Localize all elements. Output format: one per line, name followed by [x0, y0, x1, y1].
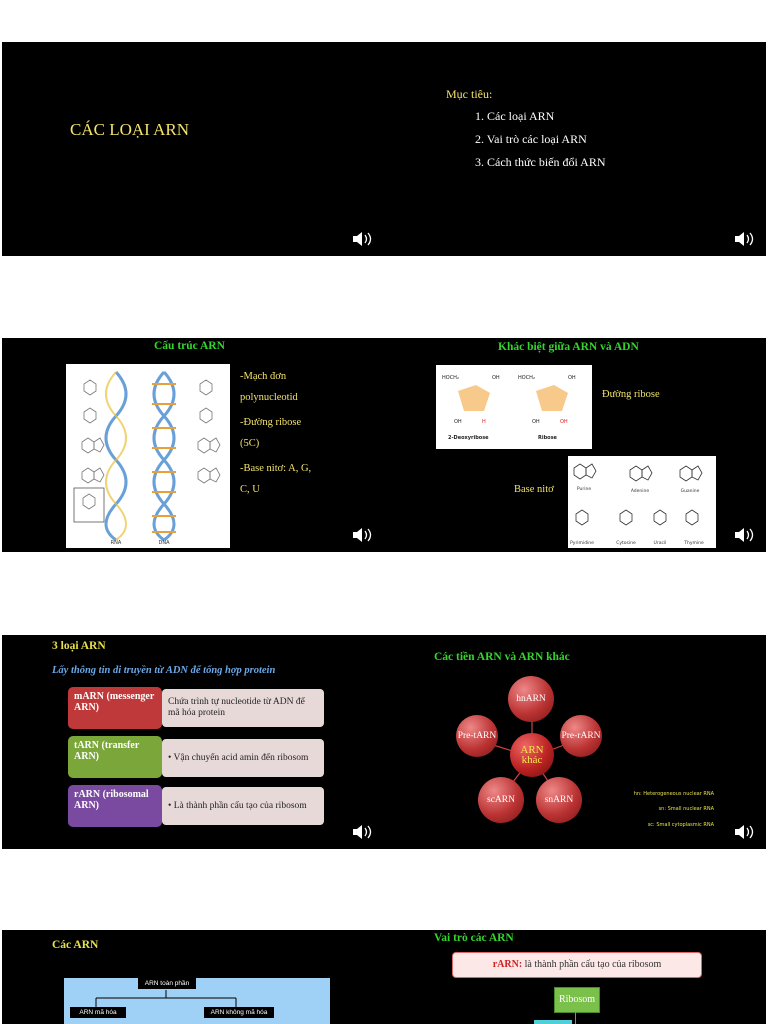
speaker-icon[interactable] [352, 230, 374, 248]
svg-text:OH: OH [560, 419, 568, 425]
tree-node: ARN mã hóa [70, 1007, 126, 1018]
connector-line [575, 1012, 576, 1024]
base-name: Guanine [680, 489, 700, 494]
bullet-text: -Base nitơ: A, G, C, U [240, 463, 312, 495]
slide-title: Vai trò các ARN [434, 932, 514, 944]
base-name: Adenine [630, 489, 650, 494]
speaker-icon[interactable] [734, 823, 756, 841]
banner-text: là thành phần cấu tạo của ribosom [522, 959, 662, 970]
bullet-text: -Mạch đơn polynucleotid [240, 371, 298, 403]
bullet-text: -Đường ribose (5C) [240, 417, 302, 449]
rna-node-pre-rarn: Pre-rARN [560, 715, 602, 757]
rna-dna-structure-figure [66, 364, 230, 548]
slide-7[interactable] [2, 930, 384, 1024]
rna-node-scarn: scARN [478, 777, 524, 823]
rna-type-tag: tARN (transfer ARN) [68, 736, 162, 778]
slide-title: 3 loại ARN [52, 640, 106, 652]
slide-8[interactable] [384, 930, 766, 1024]
nitrogen-bases-figure [568, 456, 716, 548]
svg-text:OH: OH [568, 375, 576, 381]
svg-text:HOCH₂: HOCH₂ [518, 375, 535, 381]
slide-6[interactable] [384, 635, 766, 849]
sugar-structures-figure [436, 365, 592, 449]
slide-2[interactable] [384, 42, 766, 256]
slide-3[interactable] [2, 338, 384, 552]
slide-1[interactable] [2, 42, 384, 256]
slide-5[interactable] [2, 635, 384, 849]
rna-type-description: Chứa trình tự nucleotide từ ADN để mã hóa protein [162, 689, 324, 727]
tree-root: ARN toàn phần [138, 978, 196, 989]
dna-label: DNA [158, 540, 170, 546]
rna-node-pre-tarn: Pre-tARN [456, 715, 498, 757]
rna-type-description: • Là thành phần cấu tạo của ribosom [162, 787, 324, 825]
abbreviation-note: hn: Heterogeneous nuclear RNA [633, 791, 714, 797]
slide-title: Các tiền ARN và ARN khác [434, 651, 570, 663]
sugar-name: 2-Deoxyribose [448, 435, 489, 441]
objective-item: 2. Vai trò các loại ARN [475, 132, 587, 146]
sugar-name: Ribose [538, 435, 557, 441]
base-name: Purine [576, 487, 592, 492]
slide-title: Các ARN [52, 939, 99, 951]
rna-type-tag: rARN (ribosomal ARN) [68, 785, 162, 827]
ribosom-node: Ribosom [554, 987, 600, 1013]
svg-text:HOCH₂: HOCH₂ [442, 375, 459, 381]
rna-center-node: ARN khác [510, 733, 554, 777]
rna-type-tag: mARN (messenger ARN) [68, 687, 162, 729]
svg-text:OH: OH [532, 419, 540, 425]
svg-text:H: H [482, 419, 486, 425]
rna-node-snarn: snARN [536, 777, 582, 823]
speaker-icon[interactable] [352, 526, 374, 544]
speaker-icon[interactable] [734, 230, 756, 248]
rna-node-hnarn: hnARN [508, 676, 554, 722]
objectives-heading: Mục tiêu: [446, 87, 493, 101]
svg-text:OH: OH [454, 419, 462, 425]
role-banner [452, 952, 702, 978]
rna-label: RNA [110, 540, 122, 546]
rna-classification-panel [64, 978, 330, 1024]
base-label: Base nitơ [514, 484, 554, 495]
base-name: Uracil [653, 541, 667, 546]
base-name: Cytosine [616, 541, 636, 546]
speaker-icon[interactable] [734, 526, 756, 544]
base-name: Thymine [684, 541, 704, 546]
objective-item: 1. Các loại ARN [475, 109, 555, 123]
abbreviation-note: sc: Small cytoplasmic RNA [647, 822, 714, 828]
slide-title: Khác biệt giữa ARN và ADN [498, 341, 639, 353]
slide-title: Cấu trúc ARN [154, 340, 225, 352]
slide-subtitle: Lấy thông tin di truyền từ ADN để tổng hợp protein [52, 665, 276, 676]
svg-text:OH: OH [492, 375, 500, 381]
base-name: Pyrimidine [570, 541, 594, 546]
speaker-icon[interactable] [352, 823, 374, 841]
rna-type-description: • Vận chuyển acid amin đến ribosom [162, 739, 324, 777]
abbreviation-note: sn: Small nuclear RNA [658, 806, 714, 812]
sugar-label: Đường ribose [602, 389, 660, 400]
slide-title: CÁC LOẠI ARN [69, 120, 189, 139]
tree-node: ARN không mã hóa [204, 1007, 274, 1018]
objective-item: 3. Cách thức biến đổi ARN [475, 155, 606, 169]
banner-bold: rARN: [492, 959, 523, 970]
child-node-partial [534, 1020, 572, 1024]
slide-4[interactable] [384, 338, 766, 552]
